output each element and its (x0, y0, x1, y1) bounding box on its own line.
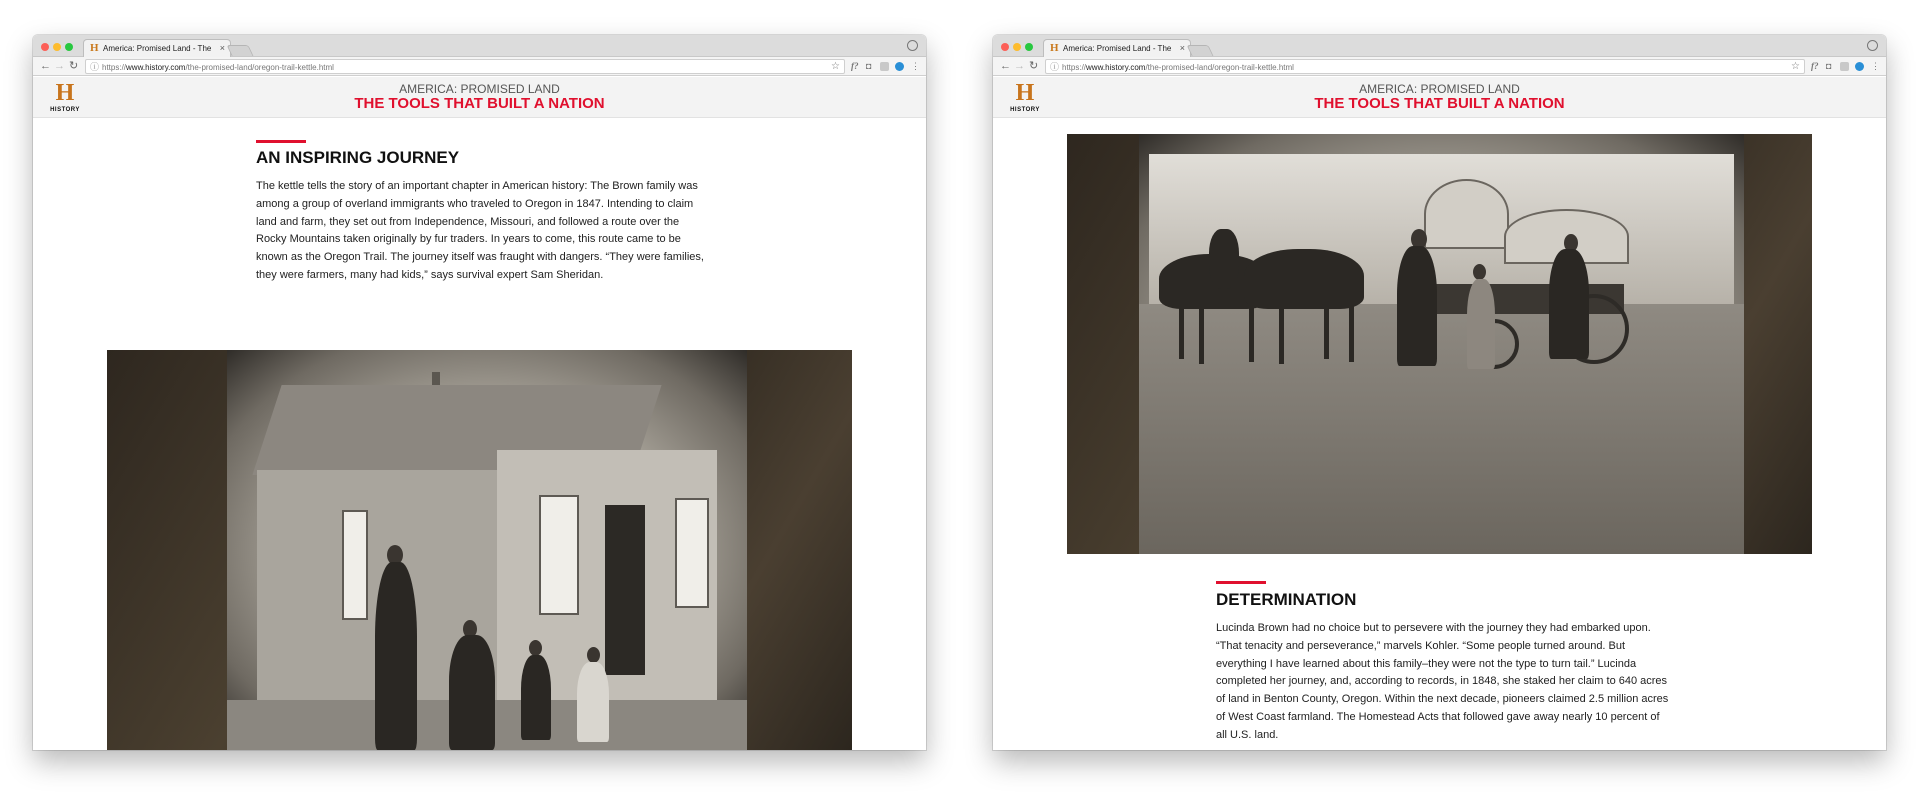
history-favicon-icon: H (90, 42, 99, 54)
url-text[interactable]: https://www.history.com/the-promised-land/oregon-trail-kettle.html (1062, 63, 1294, 72)
address-bar[interactable] (1045, 59, 1805, 74)
blue-extension-icon[interactable] (1855, 62, 1864, 71)
menu-icon[interactable]: ⋮ (911, 61, 920, 71)
back-arrow-icon[interactable]: ← (40, 60, 51, 72)
site-header (993, 77, 1886, 118)
section-paragraph: Lucinda Brown had no choice but to persevere with the journey they had embarked upon. “That tenacity and perseverance,” marvels Kohler. “Some people turned around. But everything I have learned about this family–they were not the type to turn tail.” Lucinda completed her journey, and, according to records, in 1848, she staked her claim to 640 acres of land in Benton County, Oregon. Within the next decade, pioneers claimed 2.5 million acres of West Coast farmland. The Homestead Acts that followed gave away nearly 10 percent of all U.S. land. (1216, 622, 1669, 741)
blue-extension-icon[interactable] (895, 62, 904, 71)
profile-icon[interactable] (1867, 40, 1878, 51)
star-icon[interactable]: ☆ (1791, 61, 1800, 72)
section-accent-rule (256, 140, 306, 143)
section-heading: DETERMINATION (1216, 590, 1357, 609)
browser-toolbar (33, 57, 926, 76)
browser-tab[interactable] (1043, 39, 1191, 57)
site-kicker: AMERICA: PROMISED LAND (1359, 82, 1520, 96)
browser-toolbar (993, 57, 1886, 76)
wagon-photo (1067, 134, 1812, 554)
star-icon[interactable]: ☆ (831, 61, 840, 72)
history-h-icon: H (55, 80, 75, 106)
back-arrow-icon[interactable]: ← (1000, 60, 1011, 72)
tab-close-icon[interactable]: × (1179, 43, 1185, 53)
reload-icon[interactable]: ↻ (69, 60, 79, 72)
font-extension-icon[interactable]: f? (1811, 61, 1819, 71)
title-bar (33, 35, 926, 57)
extension-icon[interactable] (1840, 62, 1849, 71)
address-bar[interactable] (85, 59, 845, 74)
logo-wordmark: HISTORY (1010, 107, 1040, 113)
info-icon[interactable]: ⓘ (1050, 62, 1060, 72)
browser-window-left (33, 35, 926, 750)
forward-arrow-icon[interactable]: → (54, 60, 65, 72)
maximize-window-button[interactable] (1025, 43, 1033, 51)
section-heading: AN INSPIRING JOURNEY (256, 148, 460, 167)
section-accent-rule (1216, 581, 1266, 584)
site-title: THE TOOLS THAT BUILT A NATION (1314, 95, 1565, 112)
close-window-button[interactable] (41, 43, 49, 51)
minimize-window-button[interactable] (53, 43, 61, 51)
tab-title: America: Promised Land - The (103, 44, 212, 53)
tab-title: America: Promised Land - The (1063, 44, 1172, 53)
reload-icon[interactable]: ↻ (1029, 60, 1039, 72)
browser-tab[interactable] (83, 39, 231, 57)
forward-arrow-icon[interactable]: → (1014, 60, 1025, 72)
site-title: THE TOOLS THAT BUILT A NATION (354, 95, 605, 112)
history-h-icon: H (1015, 80, 1035, 106)
url-text[interactable]: https://www.history.com/the-promised-land/oregon-trail-kettle.html (102, 63, 334, 72)
new-tab-button[interactable] (1186, 45, 1213, 56)
homestead-photo (107, 350, 852, 750)
menu-icon[interactable]: ⋮ (1871, 61, 1880, 71)
info-icon[interactable]: ⓘ (90, 62, 100, 72)
section-paragraph: The kettle tells the story of an important chapter in American history: The Brown family was among a group of overland immigrants who traveled to Oregon in 1847. Intending to claim land and farm, they set out from Independence, Missouri, and followed a route over the Rocky Mountains taken originally by fur traders. In years to come, this route came to be known as the Oregon Trail. The journey itself was fraught with dangers. “They were families, they were farmers, many had kids,” says survival expert Sam Sheridan. (256, 180, 704, 281)
tab-close-icon[interactable]: × (219, 43, 225, 53)
font-extension-icon[interactable]: f? (851, 61, 859, 71)
logo-wordmark: HISTORY (50, 107, 80, 113)
minimize-window-button[interactable] (1013, 43, 1021, 51)
profile-icon[interactable] (907, 40, 918, 51)
title-bar (993, 35, 1886, 57)
extension-icon[interactable] (880, 62, 889, 71)
maximize-window-button[interactable] (65, 43, 73, 51)
camera-extension-icon[interactable]: ◘ (1826, 61, 1832, 71)
new-tab-button[interactable] (226, 45, 253, 56)
history-favicon-icon: H (1050, 42, 1059, 54)
camera-extension-icon[interactable]: ◘ (866, 61, 872, 71)
site-header (33, 77, 926, 118)
site-kicker: AMERICA: PROMISED LAND (399, 82, 560, 96)
close-window-button[interactable] (1001, 43, 1009, 51)
browser-window-right (993, 35, 1886, 750)
